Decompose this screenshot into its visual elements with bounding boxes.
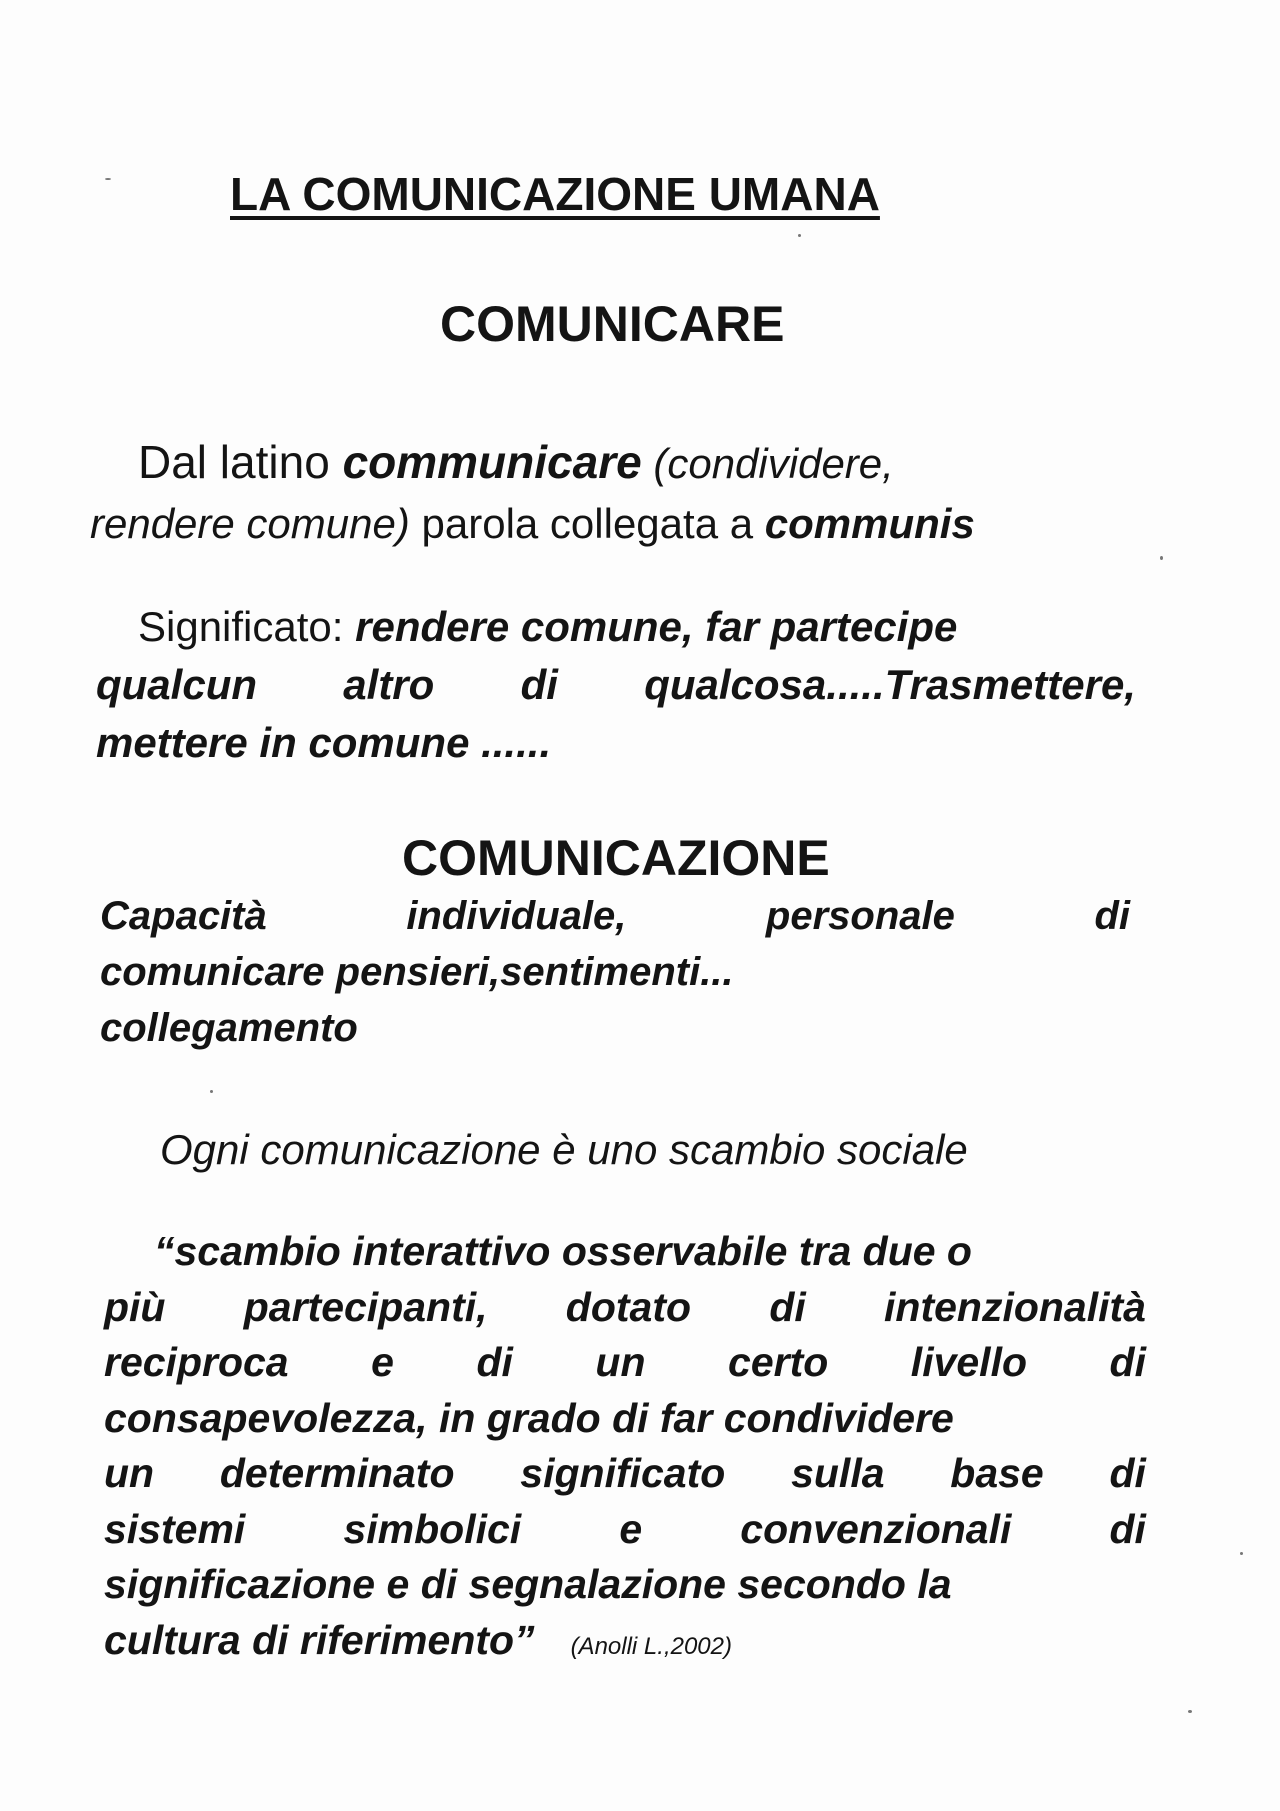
capacity-word: individuale, [406, 894, 627, 938]
capacity-word: di [1094, 894, 1130, 938]
quote-line-2 [104, 1280, 1146, 1336]
quote-word: e [619, 1505, 643, 1552]
document-title: LA COMUNICAZIONE UMANA [230, 168, 880, 220]
quote-line-3 [104, 1335, 1146, 1391]
meaning-word: di [520, 661, 558, 708]
heading-comunicare: COMUNICARE [440, 296, 785, 352]
heading-comunicazione: COMUNICAZIONE [402, 830, 830, 886]
capacity-line-1 [100, 888, 1130, 944]
quote-word: di [1109, 1450, 1146, 1496]
capacity-word: Capacità [100, 894, 267, 938]
meaning-word: qualcosa.....Trasmettere, [644, 661, 1136, 708]
meaning-paragraph [96, 598, 1136, 772]
scan-speck [1160, 556, 1163, 560]
meaning-line-1-text: rendere comune, far partecipe [355, 603, 958, 650]
quote-word: partecipanti, [243, 1283, 488, 1330]
etymology-line-2 [90, 494, 1090, 554]
scan-speck [210, 1090, 213, 1093]
quote-word: di [769, 1283, 806, 1330]
quote-word: più [104, 1283, 166, 1330]
social-exchange-statement: Ogni comunicazione è uno scambio sociale [160, 1126, 968, 1173]
quote-word: convenzionali [740, 1505, 1012, 1552]
quote-word: di [1109, 1505, 1146, 1552]
quote-word: simbolici [343, 1505, 522, 1552]
capacity-line-3: collegamento [100, 1006, 358, 1050]
latin-term-communis: communis [764, 500, 975, 547]
meaning-word: qualcun [96, 661, 258, 708]
quote-word: intenzionalità [884, 1283, 1146, 1330]
gloss-end: rendere comune) [90, 500, 410, 547]
meaning-line-2 [96, 656, 1136, 714]
quote-line-5 [104, 1446, 1146, 1502]
etymology-prefix: Dal latino [138, 436, 343, 488]
quote-word: sistemi [104, 1505, 246, 1552]
meaning-line-3: mettere in comune ...... [96, 719, 552, 766]
scan-speck [1188, 1710, 1192, 1713]
quote-word: un [104, 1450, 155, 1496]
quote-word: un [595, 1339, 646, 1385]
scan-speck [798, 234, 801, 237]
quote-word: sulla [791, 1450, 885, 1496]
quote-word: e [371, 1339, 394, 1385]
quote-word: di [1109, 1339, 1146, 1385]
quote-line-6 [104, 1502, 1146, 1558]
quote-paragraph [104, 1224, 1146, 1674]
quote-line-1: “scambio interattivo osservabile tra due o [154, 1228, 972, 1274]
quote-word: base [950, 1450, 1044, 1496]
quote-word: di [476, 1339, 513, 1385]
etymology-line-1 [90, 432, 1090, 494]
latin-term-communicare: communicare [342, 436, 642, 488]
scan-speck [105, 178, 111, 180]
etymology-paragraph [90, 432, 1090, 554]
gloss-start: (condividere, [641, 440, 894, 487]
quote-word: significato [520, 1450, 726, 1496]
meaning-label: Significato: [138, 603, 356, 650]
quote-line-8 [104, 1613, 1146, 1675]
capacity-word: personale [765, 894, 955, 938]
quote-word: certo [728, 1339, 829, 1385]
meaning-word: altro [343, 661, 435, 708]
quote-line-8-text: cultura di riferimento” [104, 1616, 535, 1663]
meaning-line-1 [96, 598, 1136, 656]
quote-line-7: significazione e di segnalazione secondo la [104, 1561, 952, 1607]
quote-word: reciproca [104, 1339, 289, 1385]
capacity-paragraph [100, 888, 1130, 1056]
quote-word: dotato [565, 1283, 692, 1330]
quote-line-4: consapevolezza, in grado di far condividere [104, 1394, 954, 1441]
quote-word: determinato [219, 1450, 455, 1496]
citation: (Anolli L.,2002) [570, 1632, 732, 1660]
capacity-line-2: comunicare pensieri,sentimenti... [100, 950, 734, 994]
scan-speck [1240, 1552, 1243, 1555]
etymology-middle: parola collegata a [409, 500, 765, 547]
quote-word: livello [910, 1339, 1028, 1385]
